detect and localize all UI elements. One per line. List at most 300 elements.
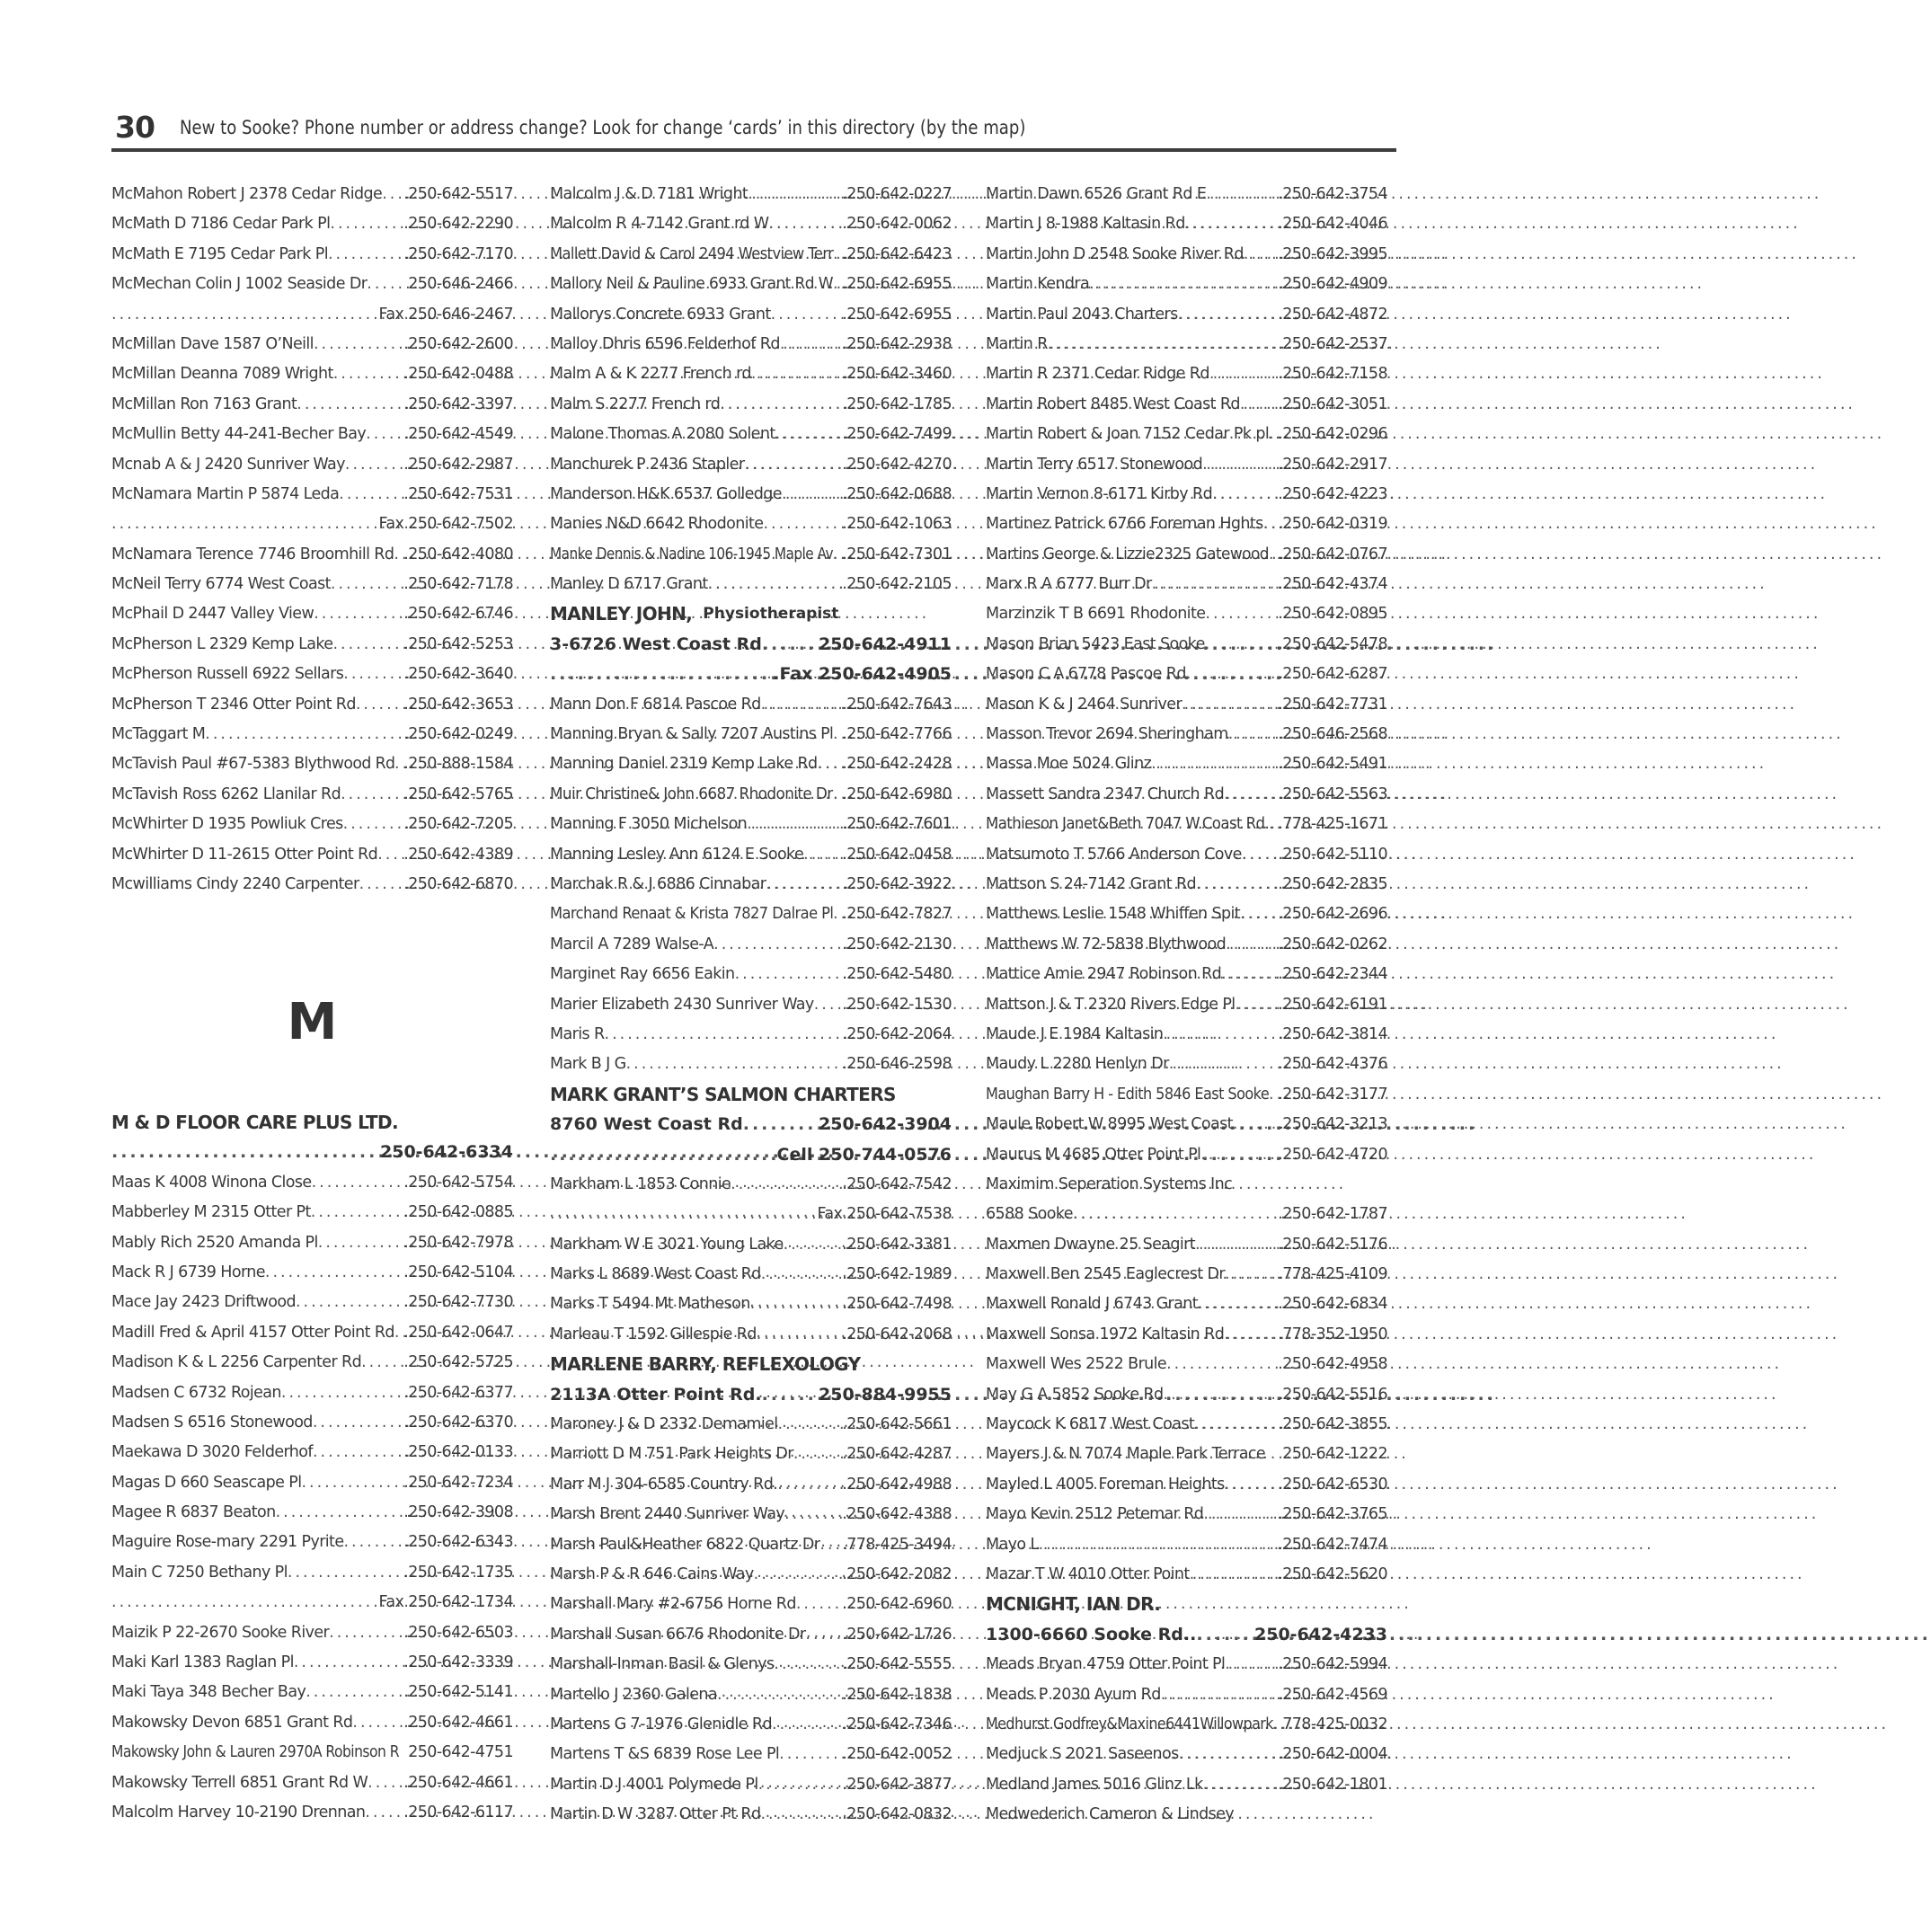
- entry-phone: .250-642-5104: [403, 1263, 513, 1281]
- dot-leader: [356, 690, 403, 720]
- entry-phone: Cell 250-744-0576: [776, 1144, 952, 1165]
- section-letter: M: [287, 993, 338, 1051]
- entry-name: Marchand Renaat & Krista 7827 Dalrae Pl: [550, 905, 834, 924]
- dot-leader: [359, 870, 404, 900]
- entry-name: Marcil A 7289 Walse-A: [550, 935, 714, 953]
- directory-entry: [986, 300, 1387, 330]
- entry-phone: .250-642-4046: [1278, 215, 1387, 234]
- directory-entry: [111, 1648, 513, 1678]
- entry-phone: .250-642-7542: [842, 1174, 952, 1193]
- entry-name: MARK GRANT’S SALMON CHARTERS: [550, 1083, 896, 1105]
- directory-entry: [550, 810, 952, 839]
- dot-leader: [111, 510, 379, 539]
- directory-entry: [986, 240, 1387, 270]
- dot-leader: [1232, 1170, 1387, 1200]
- entry-phone: .250-642-6503: [403, 1623, 513, 1642]
- entry-phone: .250-642-5516: [1278, 1385, 1387, 1404]
- entry-name: Manies N&D 6642 Rhodonite: [550, 515, 764, 534]
- entry-name: Marier Elizabeth 2430 Sunriver Way: [550, 995, 814, 1014]
- directory-entry: [111, 1468, 513, 1498]
- entry-name: Maycock K 6817 West Coast: [986, 1415, 1195, 1434]
- dot-leader: [1089, 270, 1278, 299]
- dot-leader: [1265, 1440, 1282, 1469]
- entry-phone: .250-642-5754: [403, 1173, 513, 1192]
- business-listing-heading: [550, 1080, 952, 1110]
- entry-phone: .250-642-6955: [842, 275, 952, 294]
- entry-name: McTavish Ross 6262 Llanilar Rd: [111, 784, 341, 803]
- entry-name: Medwederich Cameron & Lindsey: [986, 1805, 1235, 1824]
- entry-name: Mark B J G: [550, 1055, 626, 1074]
- directory-entry: [111, 840, 513, 870]
- entry-phone: .250-642-7766: [842, 725, 952, 744]
- dot-leader: [1233, 1110, 1278, 1139]
- entry-phone: .250-642-4270: [842, 455, 952, 474]
- directory-entry: [550, 1800, 952, 1830]
- directory-entry: [986, 1680, 1387, 1710]
- entry-name: McMechan Colin J 1002 Seaside Dr: [111, 275, 368, 294]
- entry-phone: .250-642-0052: [842, 1745, 952, 1764]
- dot-leader: [394, 540, 403, 570]
- dot-leader: [1269, 810, 1278, 839]
- directory-entry: [550, 1050, 952, 1079]
- entry-phone: .250-642-4223: [1278, 484, 1387, 503]
- entry-name: Malm A & K 2277 French rd: [550, 365, 751, 384]
- entry-phone: .250-642-7499: [842, 425, 952, 444]
- entry-phone: .250-642-0249: [403, 725, 513, 744]
- dot-leader: [1194, 1410, 1278, 1440]
- entry-phone: .250-642-0004: [1278, 1745, 1387, 1764]
- dot-leader: [1169, 1050, 1279, 1079]
- entry-phone: .250-888-1584: [403, 755, 513, 774]
- entry-phone: .250-642-4661: [403, 1773, 513, 1792]
- dot-leader: [814, 990, 843, 1020]
- directory-entry: [111, 1408, 513, 1438]
- entry-name: Markham W E 3021 Young Lake: [550, 1235, 784, 1254]
- dot-leader: [318, 1228, 404, 1258]
- dot-leader: [1039, 1530, 1279, 1560]
- entry-name: Mattice Amie 2947 Robinson Rd: [986, 965, 1222, 984]
- directory-column-3: [986, 180, 1387, 1830]
- entry-phone: .250-642-3653: [403, 695, 513, 713]
- dot-leader: [1205, 599, 1278, 629]
- dot-leader: [833, 270, 842, 299]
- entry-name: Mallory Neil & Pauline 6933 Grant Rd W: [550, 275, 833, 294]
- entry-phone: .250-642-6746: [403, 605, 513, 624]
- directory-entry: [550, 180, 952, 209]
- entry-phone: .250-642-2987: [403, 455, 513, 474]
- dot-leader: [779, 1740, 842, 1769]
- directory-entry: [986, 180, 1387, 209]
- entry-name: Mazar T W 4010 Otter Point: [986, 1564, 1190, 1583]
- entry-name: Maximim Seperation Systems Inc: [986, 1174, 1233, 1193]
- entry-name: Marsh Brent 2440 Sunriver Way: [550, 1505, 785, 1524]
- directory-entry: [550, 1710, 952, 1740]
- dot-leader: [1151, 749, 1278, 779]
- dot-leader: [1196, 1620, 1254, 1650]
- dot-leader: [761, 690, 843, 720]
- entry-phone: .250-642-1989: [842, 1265, 952, 1284]
- header-rule: [111, 148, 1396, 152]
- entry-name: McMullin Betty 44-241-Becher Bay: [111, 425, 367, 444]
- dot-leader: [780, 330, 842, 359]
- dot-leader: [345, 450, 403, 480]
- entry-phone: .Fax 250-642-4905: [773, 664, 952, 685]
- entry-phone: .250-642-5725: [403, 1353, 513, 1372]
- entry-name: Martin Paul 2043 Charters: [986, 305, 1178, 323]
- directory-entry: [986, 900, 1387, 929]
- dot-leader: [1178, 300, 1279, 330]
- directory-column-1: [111, 180, 513, 900]
- entry-name: Maki Taya 348 Becher Bay: [111, 1683, 306, 1702]
- entry-phone: .250-642-4872: [1278, 305, 1387, 323]
- directory-entry: [550, 749, 952, 779]
- entry-name: Medhurst Godfrey&Maxine6441Willowpark: [986, 1715, 1273, 1733]
- dot-leader: [1152, 570, 1279, 599]
- entry-phone: .250-642-2600: [403, 334, 513, 353]
- directory-entry: [986, 1140, 1387, 1170]
- entry-phone: .250-642-1838: [842, 1685, 952, 1704]
- entry-phone: .250-642-2696: [1278, 905, 1387, 924]
- entry-phone: .250-642-5765: [403, 784, 513, 803]
- entry-name: Maxwell Wes 2522 Brule: [986, 1355, 1167, 1374]
- entry-subtitle: Physiotherapist: [703, 605, 839, 624]
- entry-phone: .250-642-0688: [842, 484, 952, 503]
- entry-phone: .250-642-4720: [1278, 1145, 1387, 1164]
- directory-entry: [550, 1740, 952, 1769]
- dot-leader: [377, 840, 403, 870]
- directory-entry: [111, 599, 513, 629]
- entry-phone: 250-642-4751: [408, 1743, 513, 1762]
- dot-leader: [1242, 840, 1278, 870]
- entry-name: Massett Sandra 2347 Church Rd: [986, 784, 1225, 803]
- dot-leader: [720, 390, 842, 420]
- entry-phone: .250-642-0133: [403, 1443, 513, 1462]
- entry-name: Marr M J 304-6585 Country Rd.: [550, 1475, 778, 1493]
- dot-leader: [833, 540, 842, 570]
- entry-name: Manning Bryan & Sally 7207 Austins Pl: [550, 725, 834, 744]
- dot-leader: [205, 720, 403, 749]
- dot-leader: [314, 599, 403, 629]
- directory-entry: [550, 1590, 952, 1619]
- dot-leader: [276, 1498, 404, 1528]
- entry-phone: .250-642-2130: [842, 935, 952, 953]
- entry-phone: .250-642-4958: [1278, 1355, 1387, 1374]
- entry-name: Marchak R & J 6886 Cinnabar: [550, 874, 766, 893]
- entry-phone: .250-642-0262: [1278, 935, 1387, 953]
- entry-name: Malloy Dhris 6596 Felderhof Rd: [550, 334, 780, 353]
- dot-leader: [774, 1650, 842, 1679]
- dot-leader: [833, 900, 842, 929]
- directory-entry: [111, 1528, 513, 1557]
- dot-leader: [1269, 420, 1278, 449]
- entry-name: Martin R: [986, 334, 1048, 353]
- dot-leader: [766, 870, 842, 900]
- directory-entry: [550, 390, 952, 420]
- entry-name: Manning Daniel 2319 Kemp Lake Rd: [550, 755, 818, 774]
- entry-phone: .250-642-5563: [1278, 784, 1387, 803]
- entry-name: Martin John D 2548 Sooke River Rd: [986, 244, 1244, 263]
- directory-entry: [550, 1380, 952, 1410]
- entry-name: Mcnab A & J 2420 Sunriver Way: [111, 455, 345, 474]
- entry-name: Marx R A 6777 Burr Dr: [986, 575, 1152, 594]
- entry-phone: .250-646-2568: [1278, 725, 1387, 744]
- entry-phone: .250-642-6191: [1278, 995, 1387, 1014]
- directory-entry: [986, 690, 1387, 720]
- dot-leader: [768, 209, 842, 239]
- page-tagline: New to Sooke? Phone number or address change? Look for change ‘cards’ in this directory (by the map): [180, 117, 1026, 138]
- directory-entry: [550, 1320, 952, 1350]
- dot-leader: [803, 840, 842, 870]
- directory-entry: [986, 870, 1387, 900]
- entry-name: Marshall Susan 6676 Rhodonite Dr: [550, 1625, 806, 1644]
- directory-entry: [986, 330, 1387, 359]
- directory-entry: [111, 1228, 513, 1258]
- directory-entry: [550, 900, 952, 929]
- directory-entry: [986, 1320, 1387, 1350]
- directory-entry: [550, 1170, 952, 1200]
- directory-entry: [111, 359, 513, 389]
- entry-phone: .250-642-4080: [403, 545, 513, 563]
- dot-leader: [757, 1320, 842, 1350]
- dot-leader: [281, 1378, 403, 1408]
- entry-phone: .250-642-4549: [403, 425, 513, 444]
- dot-leader: [1212, 480, 1278, 510]
- entry-name: Manchurek P 2436 Stapler: [550, 455, 745, 474]
- directory-entry: [986, 450, 1387, 480]
- dot-leader: [750, 1289, 843, 1319]
- directory-entry: [986, 1170, 1387, 1200]
- directory-entry: [111, 180, 513, 209]
- entry-name: Mallett David & Carol 2494 Westview Terr: [550, 244, 834, 263]
- directory-entry: [986, 1080, 1387, 1110]
- directory-entry: [986, 749, 1387, 779]
- entry-name: Marleau T 1592 Gillespie Rd: [550, 1325, 757, 1343]
- entry-phone: .250-642-4389: [403, 845, 513, 864]
- dot-leader: [111, 1588, 379, 1617]
- entry-phone: .778-425-3494: [842, 1535, 952, 1554]
- entry-name: Marshall Mary #2-6756 Horne Rd: [550, 1595, 796, 1614]
- entry-phone: .250-642-6370: [403, 1413, 513, 1431]
- entry-name: 8760 West Coast Rd: [550, 1114, 743, 1135]
- dot-leader: [1163, 1020, 1278, 1050]
- directory-entry: [986, 570, 1387, 599]
- entry-phone: .250-642-7170: [403, 244, 513, 263]
- entry-phone: .250-642-1787: [1278, 1205, 1387, 1224]
- entry-name: Maas K 4008 Winona Close: [111, 1173, 312, 1192]
- directory-entry: [986, 660, 1387, 689]
- entry-phone: .250-642-3877: [842, 1775, 952, 1794]
- dot-leader: [626, 1050, 843, 1079]
- directory-entry: [986, 1410, 1387, 1440]
- entry-name: Manning Lesley Ann 6124 E Sooke: [550, 845, 804, 864]
- dot-leader: [1244, 240, 1278, 270]
- dot-leader: [833, 720, 842, 749]
- entry-phone: .250-642-3381: [842, 1235, 952, 1254]
- entry-phone: .250-642-2537: [1278, 334, 1387, 353]
- directory-entry: [111, 480, 513, 510]
- directory-entry: [550, 1140, 952, 1170]
- entry-phone: .250-642-3460: [842, 365, 952, 384]
- dot-leader: [751, 359, 842, 389]
- entry-name: Martin D J 4001 Polymede Pl: [550, 1775, 758, 1794]
- entry-name: Maude J E 1984 Kaltasin: [986, 1024, 1164, 1043]
- dot-leader: [332, 630, 403, 660]
- directory-entry: [550, 1289, 952, 1319]
- entry-phone: .250-642-0647: [403, 1323, 513, 1342]
- entry-name: Maris R: [550, 1024, 605, 1043]
- dot-leader: [1273, 1710, 1282, 1740]
- directory-entry: [111, 780, 513, 810]
- entry-name: Malm S 2277 French rd: [550, 394, 721, 413]
- entry-name: Massa Moe 5024 Glinz: [986, 755, 1152, 774]
- directory-entry: [111, 749, 513, 779]
- entry-name: May G A 5852 Sooke Rd: [986, 1385, 1164, 1404]
- entry-name: Maughan Barry H - Edith 5846 East Sooke: [986, 1085, 1270, 1103]
- entry-phone: 250-642-3904: [819, 1114, 952, 1135]
- directory-entry: [550, 870, 952, 900]
- directory-entry: [986, 930, 1387, 960]
- dot-leader: [111, 300, 379, 330]
- entry-phone: .250-642-3051: [1278, 394, 1387, 413]
- directory-entry: [111, 240, 513, 270]
- entry-name: McMath E 7195 Cedar Park Pl: [111, 244, 328, 263]
- directory-entry: [986, 840, 1387, 870]
- entry-name: Malcolm J & D 7181 Wright: [550, 185, 748, 203]
- entry-phone: .778-352-1950: [1278, 1325, 1387, 1343]
- entry-name: Matthews W 72-5838 Blythwood: [986, 935, 1227, 953]
- directory-entry: [550, 960, 952, 989]
- entry-name: Markham L 1853 Connie: [550, 1174, 731, 1193]
- entry-name: Muir Christine& John 6687 Rhodonite Dr: [550, 784, 833, 803]
- directory-entry: [986, 1500, 1387, 1529]
- dot-leader: [1269, 1080, 1278, 1110]
- entry-phone: 250-884-9955: [819, 1384, 952, 1405]
- dot-leader: [1234, 1800, 1387, 1830]
- dot-leader: [1224, 780, 1278, 810]
- dot-leader: [1205, 630, 1279, 660]
- dot-leader: [782, 480, 842, 510]
- entry-phone: .250-642-5555: [842, 1655, 952, 1674]
- entry-phone: Fax 250-642-7538: [817, 1205, 952, 1224]
- entry-name: Medjuck S 2021 Saseenos: [986, 1745, 1179, 1764]
- entry-name: Mason C A 6778 Pascoe Rd: [986, 665, 1186, 684]
- entry-phone: .250-642-4388: [842, 1505, 952, 1524]
- dot-leader: [760, 1800, 842, 1830]
- entry-name: Malcolm R 4-7142 Grant rd W: [550, 215, 769, 234]
- entry-name: McTaggart M: [111, 725, 206, 744]
- dot-leader: [288, 1558, 403, 1588]
- entry-name: Mayo L: [986, 1535, 1039, 1554]
- directory-entry: [986, 390, 1387, 420]
- entry-name: Marginet Ray 6656 Eakin: [550, 965, 735, 984]
- entry-phone: .250-642-6870: [403, 874, 513, 893]
- entry-phone: .250-642-7178: [403, 575, 513, 594]
- directory-entry: [550, 510, 952, 539]
- directory-entry: [550, 1770, 952, 1800]
- entry-phone: .250-642-0895: [1278, 605, 1387, 624]
- entry-phone: Fax 250-642-1734: [378, 1593, 513, 1612]
- dot-leader: [713, 930, 842, 960]
- dot-leader: [366, 420, 403, 449]
- entry-phone: .250-642-3213: [1278, 1115, 1387, 1134]
- directory-entry: [986, 720, 1387, 749]
- directory-entry: [550, 690, 952, 720]
- dot-leader: [1225, 1650, 1278, 1679]
- entry-name: Maekawa D 3020 Felderhof: [111, 1443, 313, 1462]
- directory-entry: [550, 720, 952, 749]
- entry-name: Mayled L 4005 Foreman Heights: [986, 1475, 1225, 1493]
- entry-name: 1300-6660 Sooke Rd..: [986, 1624, 1197, 1644]
- entry-phone: .250-642-5480: [842, 965, 952, 984]
- dot-leader: [747, 810, 842, 839]
- directory-entry: [550, 930, 952, 960]
- dot-leader: [1200, 1140, 1278, 1170]
- entry-name: Malcolm Harvey 10-2190 Drennan: [111, 1803, 366, 1821]
- entry-name: Maudy L 2280 Henlyn Dr: [986, 1055, 1169, 1074]
- directory-entry: [550, 480, 952, 510]
- dot-leader: [1269, 540, 1278, 570]
- dot-leader: [708, 570, 843, 599]
- entry-name: Martin Kendra: [986, 275, 1090, 294]
- business-listing-heading: [111, 1108, 513, 1138]
- entry-name: Madsen S 6516 Stonewood: [111, 1413, 313, 1431]
- directory-column-1-section-m: [111, 1108, 513, 1828]
- entry-name: McNeil Terry 6774 West Coast: [111, 575, 331, 594]
- entry-name: Martin R 2371 Cedar Ridge Rd: [986, 365, 1209, 384]
- directory-entry: [550, 1560, 952, 1590]
- directory-entry: [550, 1530, 952, 1560]
- directory-entry: [111, 1558, 513, 1588]
- entry-phone: .250-642-5517: [403, 185, 513, 203]
- directory-entry: [111, 270, 513, 299]
- entry-phone: .250-642-4287: [842, 1445, 952, 1464]
- directory-entry: [986, 990, 1387, 1020]
- directory-entry: [111, 300, 513, 330]
- dot-leader: [394, 1318, 403, 1348]
- dot-leader: [1185, 209, 1279, 239]
- directory-entry: [550, 540, 952, 570]
- entry-phone: .250-642-0488: [403, 365, 513, 384]
- directory-entry: [986, 1470, 1387, 1500]
- entry-phone: .250-642-6980: [842, 784, 952, 803]
- dot-leader: [771, 300, 843, 330]
- dot-leader: [330, 209, 403, 239]
- entry-phone: .250-642-5478: [1278, 634, 1387, 653]
- directory-entry: [986, 1260, 1387, 1289]
- entry-phone: .250-642-6117: [403, 1803, 513, 1821]
- dot-leader: [1198, 1289, 1278, 1319]
- entry-name: Marshall-Inman Basil & Glenys: [550, 1655, 775, 1674]
- dot-leader: [775, 420, 843, 449]
- dot-leader: [1182, 690, 1278, 720]
- dot-leader: [784, 1500, 842, 1529]
- entry-phone: .250-642-3397: [403, 394, 513, 413]
- entry-name: 2113A Otter Point Rd.: [550, 1384, 762, 1405]
- entry-phone: .250-642-6955: [842, 305, 952, 323]
- dot-leader: [365, 1798, 403, 1828]
- directory-entry: [111, 1708, 513, 1738]
- dot-leader: [296, 1288, 403, 1317]
- entry-phone: .250-642-3339: [403, 1653, 513, 1672]
- directory-entry: [550, 630, 952, 660]
- entry-phone: .250-642-5141: [403, 1683, 513, 1702]
- entry-name: Marks L 8689 West Coast Rd: [550, 1265, 761, 1284]
- directory-entry: [111, 570, 513, 599]
- directory-entry: [111, 1318, 513, 1348]
- entry-phone: .250-642-3922: [842, 874, 952, 893]
- directory-entry: [986, 1560, 1387, 1590]
- dot-leader: [297, 390, 403, 420]
